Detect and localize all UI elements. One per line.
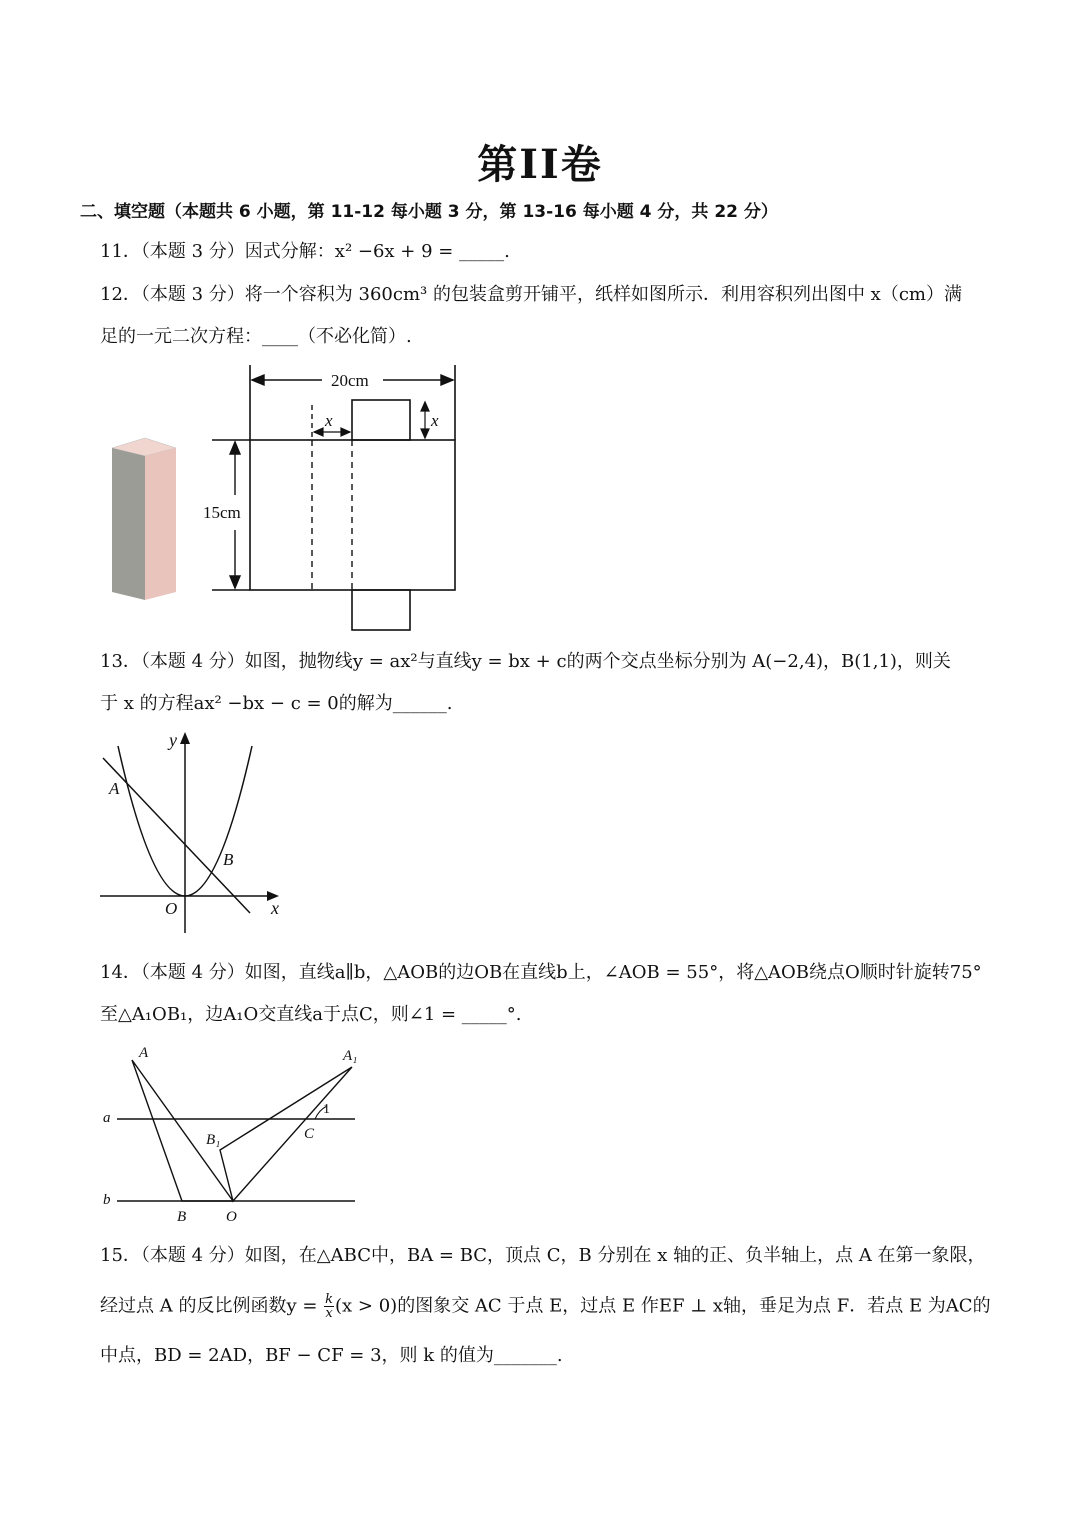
question-14-line-2: 至△A₁OB₁，边A₁O交直线a于点C，则∠1 = _____°.	[100, 1004, 522, 1025]
point-o-label: O	[226, 1209, 237, 1225]
box-left-face	[112, 448, 145, 600]
height-label: 15cm	[203, 503, 241, 522]
x-height-label: x	[431, 411, 439, 430]
point-a1-label: A₁	[343, 1048, 358, 1064]
point-b-label: B	[223, 850, 234, 869]
point-b-label: B	[177, 1209, 187, 1225]
y-axis-label: y	[169, 730, 177, 750]
question-15-line-2-post: (x > 0)的图象交 AC 于点 E，过点 E 作EF ⊥ x轴，垂足为点 F．若点 E 为AC的	[335, 1295, 991, 1317]
section-header: 二、填空题（本题共 6 小题，第 11-12 每小题 3 分，第 13-16 每小题 4 分，共 22 分）	[80, 202, 778, 222]
y-axis-arrow	[180, 732, 190, 744]
page-title: 第II卷	[477, 141, 603, 188]
question-12-line-2: 足的一元二次方程：____（不必化简）.	[100, 326, 412, 347]
line-b-label: b	[103, 1192, 111, 1208]
question-13-line-2: 于 x 的方程ax² −bx − c = 0的解为______.	[100, 693, 453, 714]
question-14-line-1: 14．（本题 4 分）如图，直线a∥b，△AOB的边OB在直线b上，∠AOB = 55°，将△AOB绕点O顺时针旋转75°	[100, 962, 982, 983]
box-net-figure	[100, 360, 480, 640]
fraction-k-over-x	[324, 1293, 334, 1320]
question-15-line-3: 中点，BD = 2AD，BF − CF = 3，则 k 的值为_______.	[100, 1345, 563, 1366]
x-width-label: x	[325, 411, 333, 430]
origin-label: O	[165, 899, 178, 918]
parabola-figure	[95, 728, 295, 938]
triangle-aob	[132, 1060, 233, 1201]
question-15-line-2	[100, 1293, 1000, 1320]
fraction-denominator: x	[325, 1306, 333, 1321]
line-a-label: a	[103, 1110, 111, 1126]
rotation-figure	[95, 1040, 375, 1225]
point-b1-label: B₁	[206, 1132, 221, 1148]
fraction-numerator: k	[325, 1292, 334, 1307]
question-12-line-1: 12．（本题 3 分）将一个容积为 360cm³ 的包装盒剪开铺平，纸样如图所示．利用容积列出图中 x（cm）满	[100, 284, 962, 305]
net-bottom-flap	[352, 590, 410, 630]
question-15-line-1: 15．（本题 4 分）如图，在△ABC中，BA = BC，顶点 C，B 分别在 x 轴的正、负半轴上，点 A 在第一象限，	[100, 1245, 986, 1266]
question-15-line-2-pre: 经过点 A 的反比例函数y =	[100, 1295, 324, 1317]
point-a-label: A	[109, 779, 120, 798]
point-a-label: A	[139, 1045, 149, 1061]
box-front-face	[145, 448, 176, 600]
question-11: 11．（本题 3 分）因式分解：x² −6x + 9 = _____.	[100, 241, 510, 262]
point-c-label: C	[304, 1126, 315, 1142]
net-top-flap	[352, 400, 410, 440]
x-axis-label: x	[271, 898, 279, 918]
triangle-a1ob1	[220, 1067, 352, 1201]
angle-1-label: 1	[323, 1102, 330, 1117]
width-label: 20cm	[331, 371, 369, 390]
question-13-line-1: 13．（本题 4 分）如图，抛物线y = ax²与直线y = bx + c的两个交点坐标分别为 A(−2,4)，B(1,1)，则关	[100, 651, 951, 672]
